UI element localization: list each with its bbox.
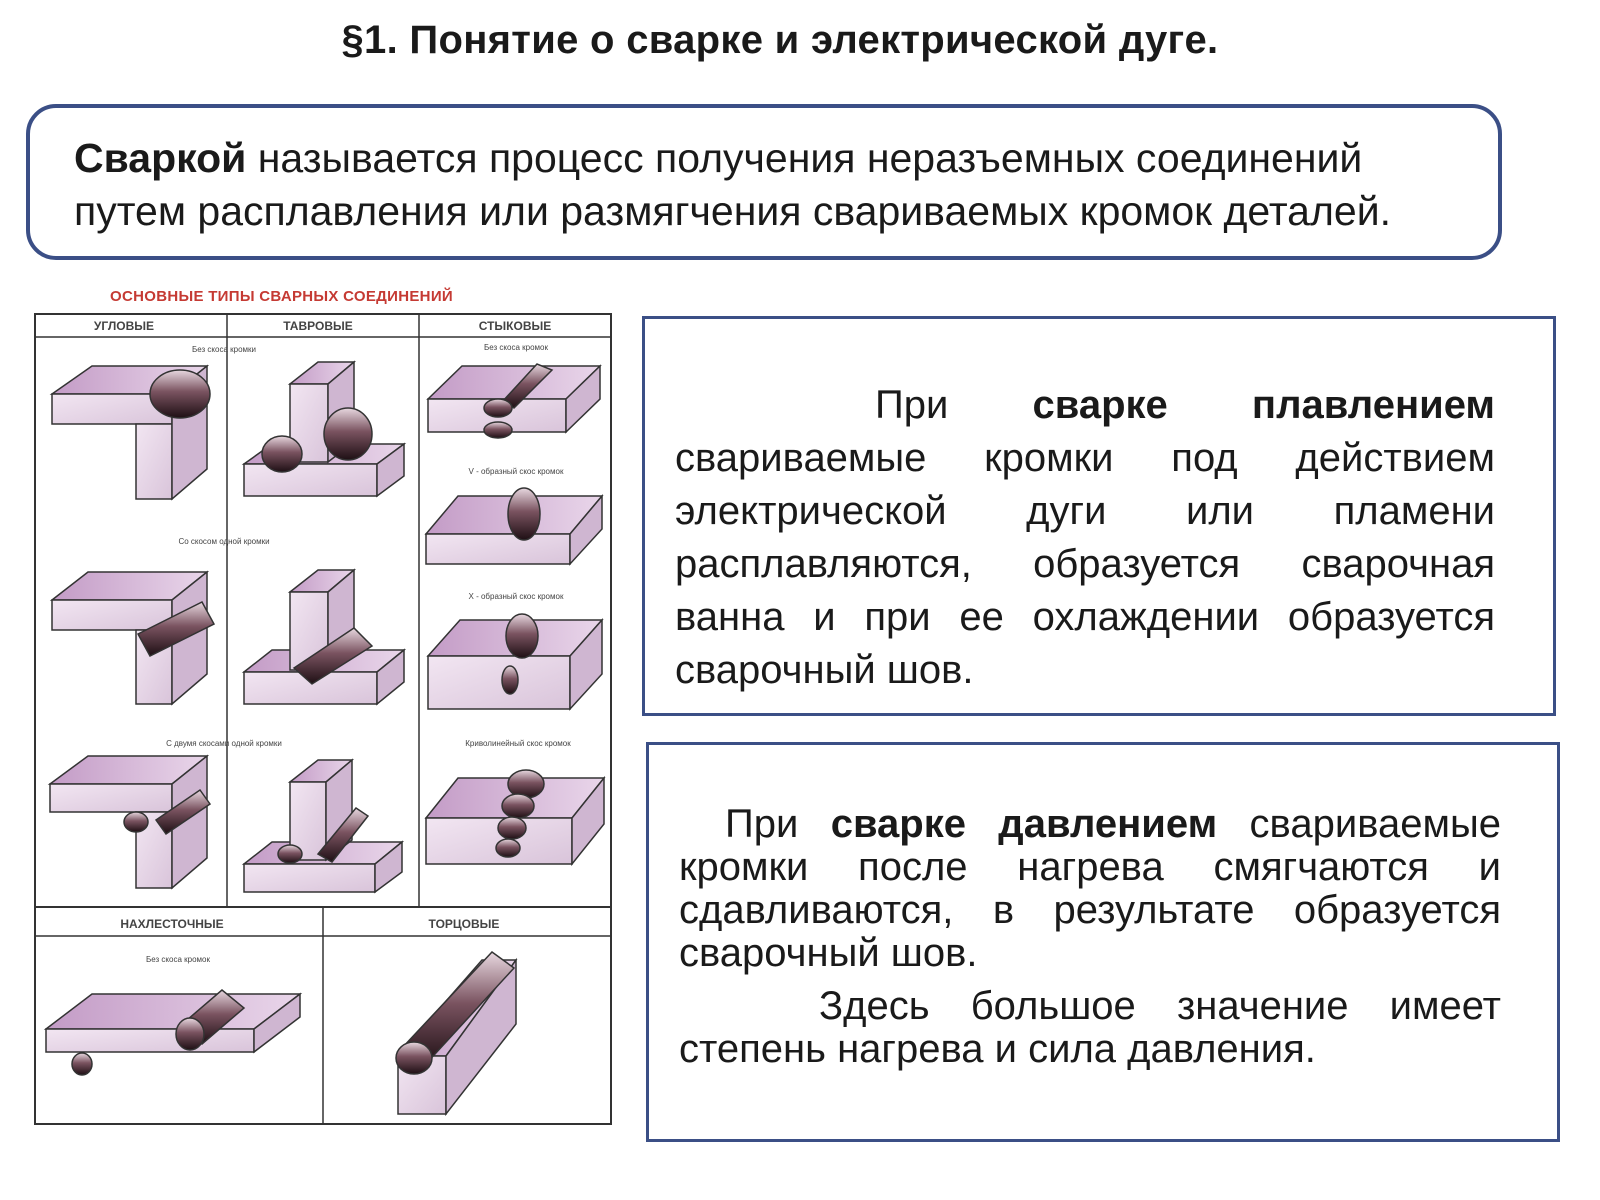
page-title: §1. Понятие о сварке и электрической дуге.: [341, 18, 1219, 62]
pressure-note-text: Здесь большое значение имеет степень нагрева и сила давления.: [679, 984, 1501, 1071]
column-header-lap: НАХЛЕСТОЧНЫЕ: [120, 917, 224, 931]
corner-joint-1: [52, 366, 210, 499]
pressure-lead: При: [725, 802, 799, 846]
fusion-welding-paragraph: [675, 379, 1495, 697]
column-header-corner: УГЛОВЫЕ: [93, 319, 155, 333]
fusion-welding-box: [642, 316, 1556, 716]
butt-joint-4: [426, 770, 604, 864]
pressure-welding-box: [646, 742, 1560, 1142]
definition-text-line2: путем расплавления или размягчения свариваемых кромок деталей.: [74, 188, 1392, 234]
corner-joint-3: [50, 756, 210, 888]
fusion-term: сварке плавлением: [1032, 383, 1495, 427]
caption-butt1: Без скоса кромок: [484, 343, 548, 352]
pressure-text: свариваемые кромки после нагрева смягчаются и сдавливаются, в результате образуется сварочный шов.: [679, 802, 1501, 975]
butt-joint-3: [428, 614, 602, 709]
edge-joint: [396, 952, 516, 1114]
tee-joint-2: [244, 570, 404, 704]
tee-joint-1: [244, 362, 404, 496]
caption-butt2: V - образный скос кромок: [468, 467, 564, 476]
butt-joint-2: [426, 488, 602, 564]
pressure-welding-paragraph: [679, 803, 1501, 975]
butt-joint-1: [428, 364, 600, 438]
caption-butt4: Криволинейный скос кромок: [465, 739, 571, 748]
caption-row1: Без скоса кромки: [192, 345, 256, 354]
corner-joint-2: [52, 572, 214, 704]
lap-joint: [46, 990, 300, 1075]
fusion-text: свариваемые кромки под действием электрической дуги или пламени расплавляются, образуется сварочная ванна и при ее охлаждении образуется сварочный шов.: [675, 436, 1495, 692]
fusion-lead: При: [875, 383, 949, 427]
column-header-tee: ТАВРОВЫЕ: [283, 319, 353, 333]
caption-butt3: X - образный скос кромок: [468, 592, 564, 601]
poster-title: ОСНОВНЫЕ ТИПЫ СВАРНЫХ СОЕДИНЕНИЙ: [110, 288, 453, 305]
column-header-edge: ТОРЦОВЫЕ: [428, 917, 500, 931]
pressure-term: сварке давлением: [830, 802, 1218, 846]
pressure-note: [679, 985, 1501, 1071]
weld-joint-types-poster: [32, 284, 628, 1150]
weld-joint-diagrams: [32, 284, 628, 1150]
caption-row2: Со скосом одной кромки: [178, 537, 270, 546]
column-header-butt: СТЫКОВЫЕ: [478, 319, 552, 333]
definition-box: [26, 104, 1502, 260]
definition-term: Сваркой: [74, 135, 247, 181]
tee-joint-3: [244, 760, 402, 892]
caption-row3: С двумя скосами одной кромки: [166, 739, 282, 748]
definition-text-line1: называется процесс получения неразъемных соединений: [246, 135, 1363, 181]
caption-lap: Без скоса кромок: [146, 955, 210, 964]
